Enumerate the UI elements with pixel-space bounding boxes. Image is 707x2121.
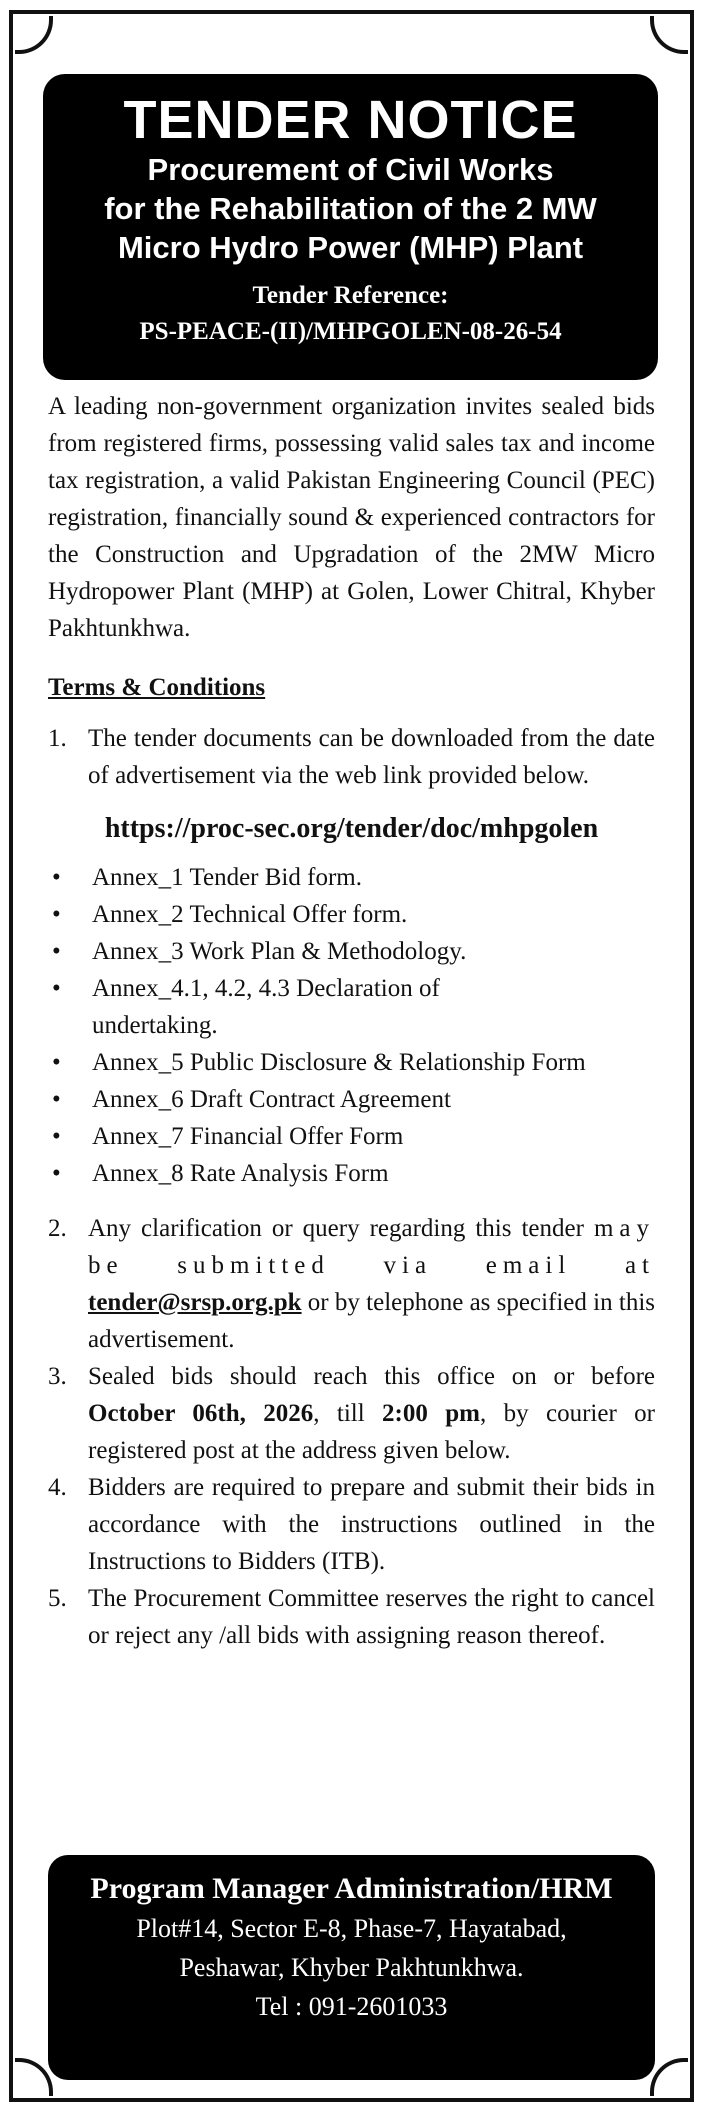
deadline-date: October 06th, 2026 (88, 1400, 314, 1427)
term-number: 4. (48, 1474, 67, 1501)
term-text-part: Any clarification or query regarding this tender (88, 1215, 584, 1242)
annex-label: Annex_7 Financial Offer Form (92, 1123, 404, 1150)
term-number: 5. (48, 1585, 67, 1612)
tender-header (43, 74, 658, 380)
term-text-part: may be submitted via email at (88, 1215, 656, 1279)
contact-title: Program Manager Administration/HRM (90, 1872, 613, 1905)
list-item (48, 1118, 655, 1155)
term-number: 1. (48, 725, 67, 752)
address-line: Plot#14, Sector E-8, Phase-7, Hayatabad, (136, 1914, 567, 1943)
term-text (88, 1358, 655, 1469)
list-item (48, 970, 655, 1044)
term-text-part: , till (313, 1400, 383, 1427)
list-item (48, 859, 655, 896)
term-item-4 (48, 1469, 655, 1580)
term-number: 2. (48, 1215, 67, 1242)
term-text (88, 1210, 655, 1358)
border-corner (650, 16, 688, 54)
term-text: The Procurement Committee reserves the right to cancel or reject any /all bids with assigning reason thereof. (88, 1585, 655, 1649)
term-number: 3. (48, 1363, 67, 1390)
term-text-part: , by courier or registered post at the address given below. (88, 1400, 655, 1464)
term-item-2 (48, 1210, 655, 1358)
term-item-1 (48, 720, 655, 794)
download-link[interactable]: https://proc-sec.org/tender/doc/mhpgolen (104, 813, 599, 844)
intro-paragraph: A leading non-government organization invites sealed bids from registered firms, possessing valid sales tax and income tax registration, a valid Pakistan Engineering Council (PEC) registration, financially sound & experienced contractors for the Construction and Upgradation of the 2MW Micro Hydropower Plant (MHP) at Golen, Lower Chitral, Khyber Pakhtunkhwa. (48, 393, 655, 642)
annex-label: Annex_5 Public Disclosure & Relationship Form (92, 1049, 586, 1076)
annex-label: Annex_4.1, 4.2, 4.3 Declaration of undertaking. (92, 975, 440, 1039)
list-item (48, 1044, 655, 1081)
border-corner (650, 2058, 688, 2096)
bullet-icon: • (52, 1086, 61, 1113)
terms-heading: Terms & Conditions (48, 674, 266, 701)
bullet-icon: • (52, 1123, 61, 1150)
term-text: The tender documents can be downloaded from the date of advertisement via the web link provided below. (88, 725, 655, 789)
tender-reference: PS-PEACE-(II)/MHPGOLEN-08-26-54 (139, 318, 562, 345)
tender-reference-label: Tender Reference: (252, 282, 449, 309)
bullet-icon: • (52, 864, 61, 891)
list-item (48, 1081, 655, 1118)
list-item (48, 896, 655, 933)
list-item (48, 1155, 655, 1192)
bullet-icon: • (52, 975, 61, 1002)
annex-label: Annex_6 Draft Contract Agreement (92, 1086, 451, 1113)
bullet-icon: • (52, 901, 61, 928)
term-item-3 (48, 1358, 655, 1469)
contact-email-link[interactable]: tender@srsp.org.pk (88, 1289, 302, 1316)
notice-subtitle-line: for the Rehabilitation of the 2 MW (104, 191, 597, 226)
annex-list (48, 859, 655, 1192)
border-corner (15, 2058, 53, 2096)
notice-subtitle-line: Micro Hydro Power (MHP) Plant (117, 230, 584, 265)
annex-label: Annex_2 Technical Offer form. (92, 901, 408, 928)
term-text-part: Sealed bids should reach this office on or before (88, 1363, 655, 1390)
border-corner (15, 16, 53, 54)
bullet-icon: • (52, 1049, 61, 1076)
deadline-time: 2:00 pm (382, 1400, 480, 1427)
bullet-icon: • (52, 938, 61, 965)
annex-label: Annex_8 Rate Analysis Form (92, 1160, 389, 1187)
address-line: Peshawar, Khyber Pakhtunkhwa. (179, 1953, 524, 1982)
list-item (48, 933, 655, 970)
term-text: Bidders are required to prepare and submit their bids in accordance with the instructions outlined in the Instructions to Bidders (ITB). (88, 1474, 655, 1575)
notice-title: TENDER NOTICE (123, 90, 578, 150)
annex-label: Annex_1 Tender Bid form. (92, 864, 362, 891)
bullet-icon: • (52, 1160, 61, 1187)
telephone: Tel : 091-2601033 (255, 1992, 448, 2021)
notice-body (48, 388, 655, 1654)
annex-label: Annex_3 Work Plan & Methodology. (92, 938, 467, 965)
notice-subtitle-line: Procurement of Civil Works (147, 152, 554, 187)
contact-footer (48, 1855, 655, 2080)
term-text-part: or by telephone as specified in this advertisement. (88, 1289, 655, 1353)
term-item-5 (48, 1580, 655, 1654)
